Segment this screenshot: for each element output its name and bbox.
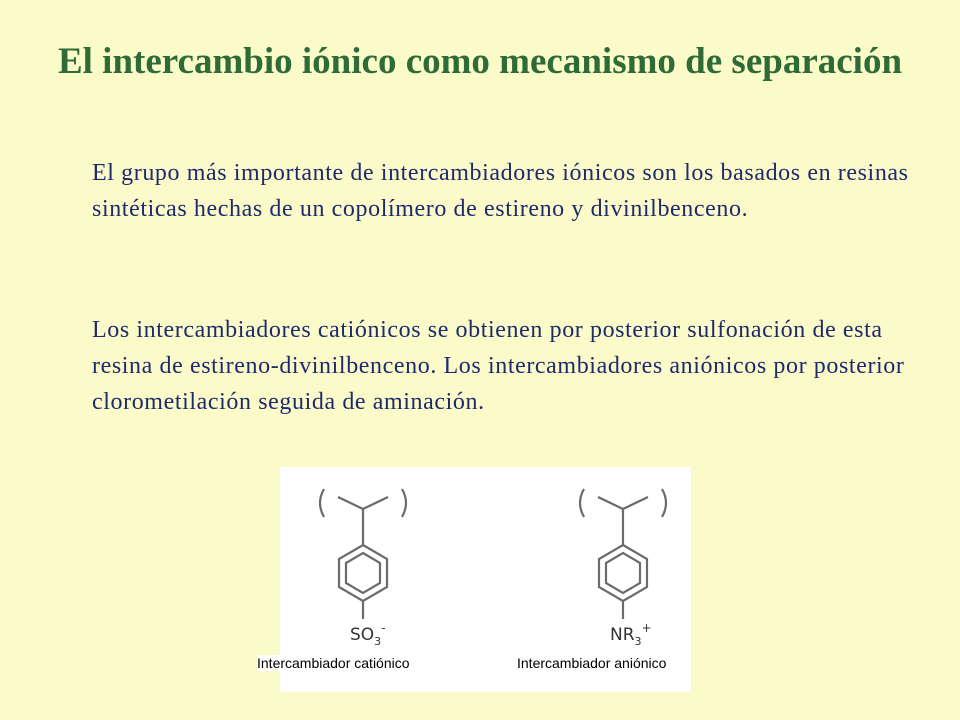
right-parenthesis bbox=[662, 489, 666, 517]
cationic-caption: Intercambiador catiónico bbox=[257, 655, 410, 671]
structures-figure bbox=[257, 467, 691, 692]
cationic-exchanger-structure bbox=[308, 477, 428, 647]
anionic-exchanger-structure bbox=[568, 477, 688, 647]
anionic-caption: Intercambiador aniónico bbox=[517, 655, 667, 671]
right-parenthesis bbox=[402, 489, 406, 517]
ammonium-group: $NR_3^+$ bbox=[610, 621, 652, 647]
left-parenthesis bbox=[320, 489, 324, 517]
paragraph-resins: El grupo más importante de intercambiadores iónicos son los basados en resinas sintéticas hechas de un copolímero de estireno y divinilbenceno. bbox=[92, 160, 909, 222]
paragraph-exchangers: Los intercambiadores catiónicos se obtienen por posterior sulfonación de esta resina de estireno-divinilbenceno. Los intercambiadores aniónicos por posterior clorometilación seguida de aminación. bbox=[92, 317, 905, 415]
sulfonate-group: $SO_3^-$ bbox=[350, 621, 386, 647]
slide-title: El intercambio iónico como mecanismo de separación bbox=[57, 41, 903, 82]
left-parenthesis bbox=[580, 489, 584, 517]
